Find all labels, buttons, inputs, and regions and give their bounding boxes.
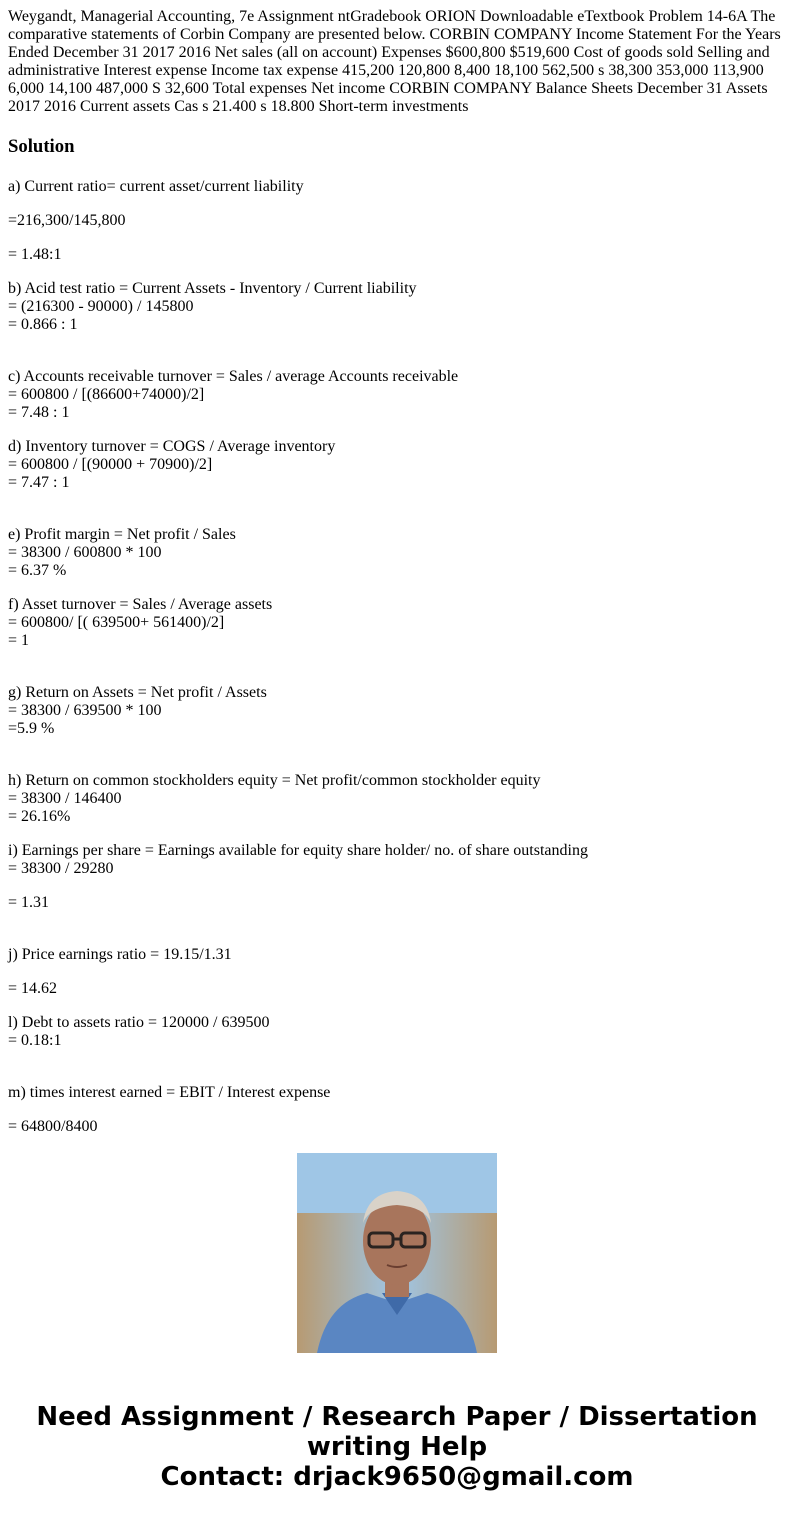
step-l <box>8 1014 786 1068</box>
step-i-line-1: = 38300 / 29280 <box>8 860 114 877</box>
step-b-line-1: = (216300 - 90000) / 145800 <box>8 298 194 315</box>
step-d-title: d) Inventory turnover = COGS / Average inventory <box>8 438 336 455</box>
cta-contact-email: Contact: drjack9650@gmail.com <box>160 1462 634 1492</box>
blank-line <box>8 1050 786 1068</box>
step-h-line-1: = 38300 / 146400 <box>8 790 122 807</box>
blank-line <box>8 912 786 930</box>
step-a-line-2: = 1.48:1 <box>8 246 62 263</box>
step-i-result <box>8 894 786 930</box>
author-portrait-image <box>297 1153 497 1353</box>
step-g <box>8 684 786 756</box>
step-c-line-2: = 7.48 : 1 <box>8 404 70 421</box>
step-g-title: g) Return on Assets = Net profit / Assets <box>8 684 267 701</box>
step-d <box>8 438 786 510</box>
step-i-line-2: = 1.31 <box>8 894 50 911</box>
step-a-title: a) Current ratio= current asset/current liability <box>8 178 304 195</box>
step-h <box>8 772 786 826</box>
step-m-title: m) times interest earned = EBIT / Interest expense <box>8 1084 331 1101</box>
cta-line-1: Need Assignment / Research Paper / Dissertation <box>36 1402 758 1432</box>
step-c-title: c) Accounts receivable turnover = Sales / average Accounts receivable <box>8 368 459 385</box>
step-d-line-1: = 600800 / [(90000 + 70900)/2] <box>8 456 213 473</box>
step-b-line-2: = 0.866 : 1 <box>8 316 78 333</box>
step-m-line-1: = 64800/8400 <box>8 1118 98 1135</box>
blank-line <box>8 492 786 510</box>
step-e-line-1: = 38300 / 600800 * 100 <box>8 544 162 561</box>
step-f-line-1: = 600800/ [( 639500+ 561400)/2] <box>8 614 225 631</box>
step-h-title: h) Return on common stockholders equity = Net profit/common stockholder equity <box>8 772 541 789</box>
step-i-title: i) Earnings per share = Earnings available for equity share holder/ no. of share outstanding <box>8 842 588 859</box>
step-j-line-1: = 14.62 <box>8 980 58 997</box>
contact-banner <box>0 1402 794 1492</box>
step-b <box>8 280 786 352</box>
blank-line <box>8 738 786 756</box>
step-e-title: e) Profit margin = Net profit / Sales <box>8 526 236 543</box>
step-c <box>8 368 786 422</box>
solution-steps <box>8 178 786 1136</box>
step-l-line-1: = 0.18:1 <box>8 1032 62 1049</box>
step-g-line-1: = 38300 / 639500 * 100 <box>8 702 162 719</box>
blank-line <box>8 650 786 668</box>
solution-document <box>8 8 786 1135</box>
step-h-line-2: = 26.16% <box>8 808 71 825</box>
step-f-line-2: = 1 <box>8 632 30 649</box>
step-l-title: l) Debt to assets ratio = 120000 / 639500 <box>8 1014 270 1031</box>
step-g-line-2: =5.9 % <box>8 720 55 737</box>
question-text: Weygandt, Managerial Accounting, 7e Assignment ntGradebook ORION Downloadable eTextbook Problem 14-6A The comparative statements of Corbin Company are presented below. CORBIN COMPANY Income Statement For the Years Ended December 31 2017 2016 Net sales (all on account) Expenses $600,800 $519,600 Cost of goods sold Selling and administrative Interest expense Income tax expense 415,200 120,800 8,400 18,100 562,500 s 38,300 353,000 113,900 6,000 14,100 487,000 S 32,600 Total expenses Net income CORBIN COMPANY Balance Sheets December 31 Assets 2017 2016 Current assets Cas s 21.400 s 18.800 Short-term investments <box>8 8 781 115</box>
step-f-title: f) Asset turnover = Sales / Average assets <box>8 596 273 613</box>
step-f <box>8 596 786 668</box>
cta-line-2: writing Help <box>306 1432 488 1462</box>
step-i <box>8 842 786 878</box>
step-b-title: b) Acid test ratio = Current Assets - Inventory / Current liability <box>8 280 417 297</box>
step-e <box>8 526 786 580</box>
step-a-line-1: =216,300/145,800 <box>8 212 126 229</box>
step-d-line-2: = 7.47 : 1 <box>8 474 70 491</box>
solution-heading: Solution <box>8 136 75 157</box>
step-j-title: j) Price earnings ratio = 19.15/1.31 <box>8 946 232 963</box>
step-c-line-1: = 600800 / [(86600+74000)/2] <box>8 386 205 403</box>
blank-line <box>8 334 786 352</box>
author-photo <box>297 1153 497 1353</box>
step-e-line-2: = 6.37 % <box>8 562 67 579</box>
